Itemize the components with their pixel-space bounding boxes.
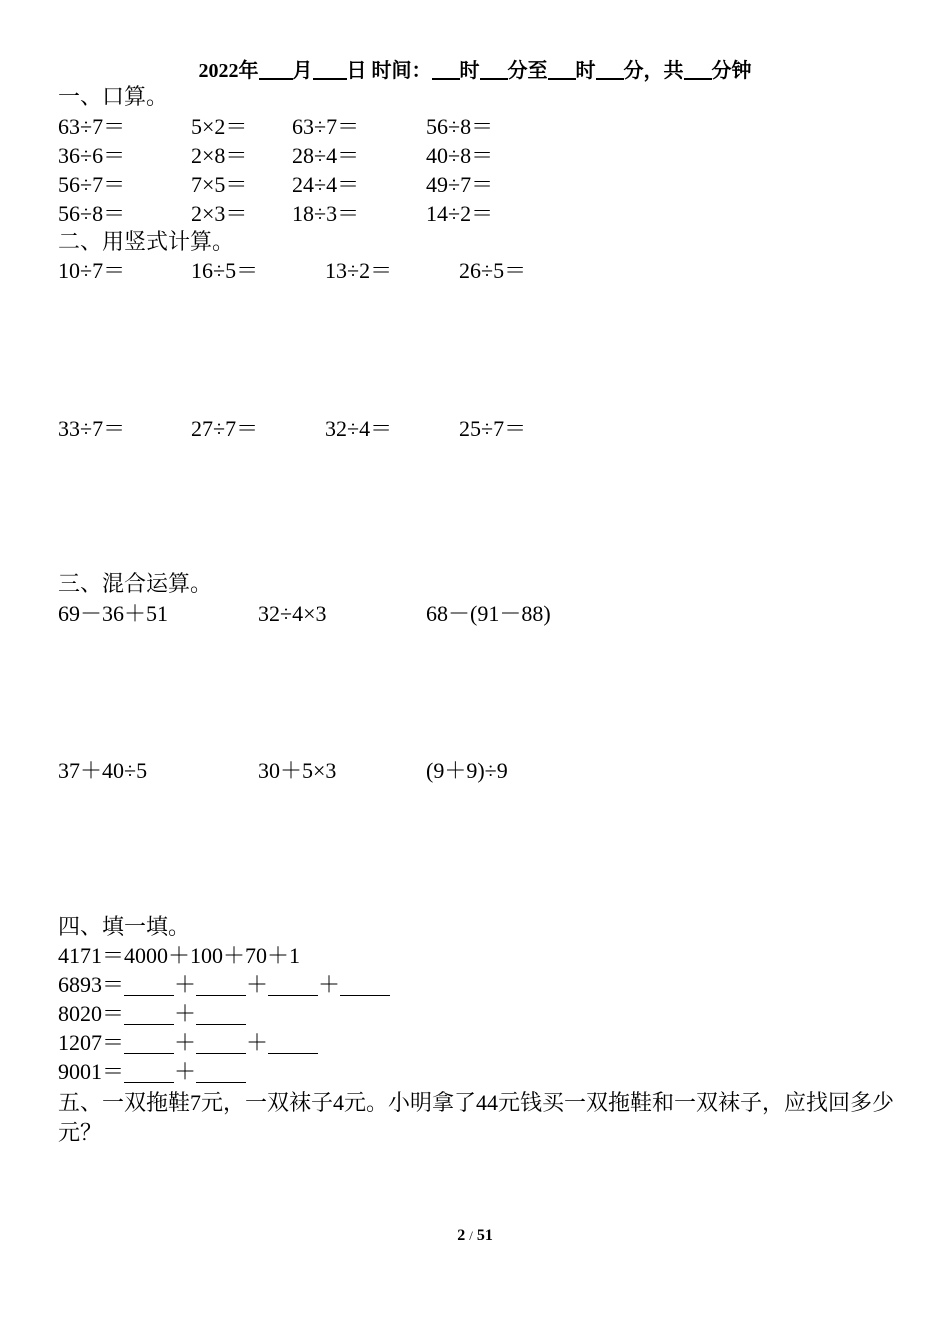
fill-in-row bbox=[58, 1003, 246, 1025]
end-minute-label: 分，共 bbox=[623, 60, 684, 82]
problem: 37＋40÷5 bbox=[58, 758, 148, 783]
mental-math-row bbox=[0, 116, 950, 144]
problem: 2×8＝ bbox=[191, 143, 248, 168]
fill-in-row bbox=[58, 974, 390, 996]
year-label: 2022年 bbox=[198, 60, 259, 82]
problem: 10÷7＝ bbox=[58, 258, 126, 283]
problem: 16÷5＝ bbox=[191, 258, 259, 283]
fill-in-row bbox=[58, 1032, 318, 1054]
problem: 49÷7＝ bbox=[426, 172, 494, 197]
time-label: 时间： bbox=[371, 60, 432, 82]
plus-sign: ＋ bbox=[318, 972, 341, 997]
start-hour-blank[interactable] bbox=[432, 60, 460, 80]
worksheet-header bbox=[0, 60, 950, 81]
mental-math-row bbox=[0, 174, 950, 202]
problem: 63÷7＝ bbox=[58, 114, 126, 139]
page-separator: / bbox=[469, 1228, 473, 1243]
start-hour-label: 时 bbox=[459, 60, 480, 82]
word-problem: 五、一双拖鞋7元，一双袜子4元。小明拿了44元钱买一双拖鞋和一双袜子，应找回多少元？ bbox=[58, 1090, 895, 1145]
problem: 14÷2＝ bbox=[426, 201, 494, 226]
plus-sign: ＋ bbox=[174, 1001, 197, 1026]
mental-math-row bbox=[0, 203, 950, 231]
fill-in-number: 9001＝ bbox=[58, 1059, 125, 1084]
problem: 30＋5×3 bbox=[258, 758, 337, 783]
total-minutes-label: 分钟 bbox=[711, 60, 752, 82]
plus-sign: ＋ bbox=[246, 1030, 269, 1055]
problem: 5×2＝ bbox=[191, 114, 248, 139]
problem: 33÷7＝ bbox=[58, 416, 126, 441]
answer-blank[interactable] bbox=[340, 975, 390, 996]
section-fill-in-title: 四、填一填。 bbox=[58, 914, 191, 939]
problem: 56÷7＝ bbox=[58, 172, 126, 197]
answer-blank[interactable] bbox=[268, 1033, 318, 1054]
mixed-ops-row bbox=[0, 603, 950, 631]
end-minute-blank[interactable] bbox=[596, 60, 624, 80]
end-hour-blank[interactable] bbox=[548, 60, 576, 80]
vertical-calc-row bbox=[0, 418, 950, 446]
answer-blank[interactable] bbox=[124, 1033, 174, 1054]
fill-in-number: 8020＝ bbox=[58, 1001, 125, 1026]
answer-blank[interactable] bbox=[196, 1062, 246, 1083]
problem: 28÷4＝ bbox=[292, 143, 360, 168]
vertical-calc-row bbox=[0, 260, 950, 288]
answer-blank[interactable] bbox=[196, 975, 246, 996]
fill-in-number: 6893＝ bbox=[58, 972, 125, 997]
end-hour-label: 时 bbox=[575, 60, 596, 82]
fill-in-number: 1207＝ bbox=[58, 1030, 125, 1055]
problem: 2×3＝ bbox=[191, 201, 248, 226]
answer-blank[interactable] bbox=[196, 1004, 246, 1025]
month-blank[interactable] bbox=[259, 60, 293, 80]
current-page: 2 bbox=[457, 1227, 466, 1244]
day-blank[interactable] bbox=[313, 60, 347, 80]
problem: 69－36＋51 bbox=[58, 601, 169, 626]
problem: 56÷8＝ bbox=[426, 114, 494, 139]
problem: 68－(91－88) bbox=[426, 601, 551, 626]
problem: 32÷4×3 bbox=[258, 601, 327, 626]
problem: 7×5＝ bbox=[191, 172, 248, 197]
fill-in-example: 4171＝4000＋100＋70＋1 bbox=[58, 943, 301, 968]
problem: 36÷6＝ bbox=[58, 143, 126, 168]
total-minutes-blank[interactable] bbox=[684, 60, 712, 80]
page-number bbox=[0, 1228, 950, 1244]
problem: 40÷8＝ bbox=[426, 143, 494, 168]
answer-blank[interactable] bbox=[268, 975, 318, 996]
start-minute-label: 分至 bbox=[507, 60, 548, 82]
plus-sign: ＋ bbox=[174, 1059, 197, 1084]
answer-blank[interactable] bbox=[124, 1004, 174, 1025]
section-vertical-calc-title: 二、用竖式计算。 bbox=[58, 229, 235, 254]
plus-sign: ＋ bbox=[246, 972, 269, 997]
problem: 18÷3＝ bbox=[292, 201, 360, 226]
month-label: 月 bbox=[292, 60, 313, 82]
problem: 63÷7＝ bbox=[292, 114, 360, 139]
fill-in-row bbox=[58, 1061, 246, 1083]
answer-blank[interactable] bbox=[124, 975, 174, 996]
section-mental-math-title: 一、口算。 bbox=[58, 84, 169, 109]
problem: 25÷7＝ bbox=[459, 416, 527, 441]
day-label: 日 bbox=[346, 60, 367, 82]
mixed-ops-row bbox=[0, 760, 950, 788]
problem: 24÷4＝ bbox=[292, 172, 360, 197]
plus-sign: ＋ bbox=[174, 1030, 197, 1055]
answer-blank[interactable] bbox=[124, 1062, 174, 1083]
section-mixed-ops-title: 三、混合运算。 bbox=[58, 571, 213, 596]
start-minute-blank[interactable] bbox=[480, 60, 508, 80]
problem: 13÷2＝ bbox=[325, 258, 393, 283]
mental-math-row bbox=[0, 145, 950, 173]
problem: 56÷8＝ bbox=[58, 201, 126, 226]
plus-sign: ＋ bbox=[174, 972, 197, 997]
problem: 26÷5＝ bbox=[459, 258, 527, 283]
total-pages: 51 bbox=[476, 1227, 493, 1244]
problem: 27÷7＝ bbox=[191, 416, 259, 441]
problem: (9＋9)÷9 bbox=[426, 758, 508, 783]
problem: 32÷4＝ bbox=[325, 416, 393, 441]
answer-blank[interactable] bbox=[196, 1033, 246, 1054]
